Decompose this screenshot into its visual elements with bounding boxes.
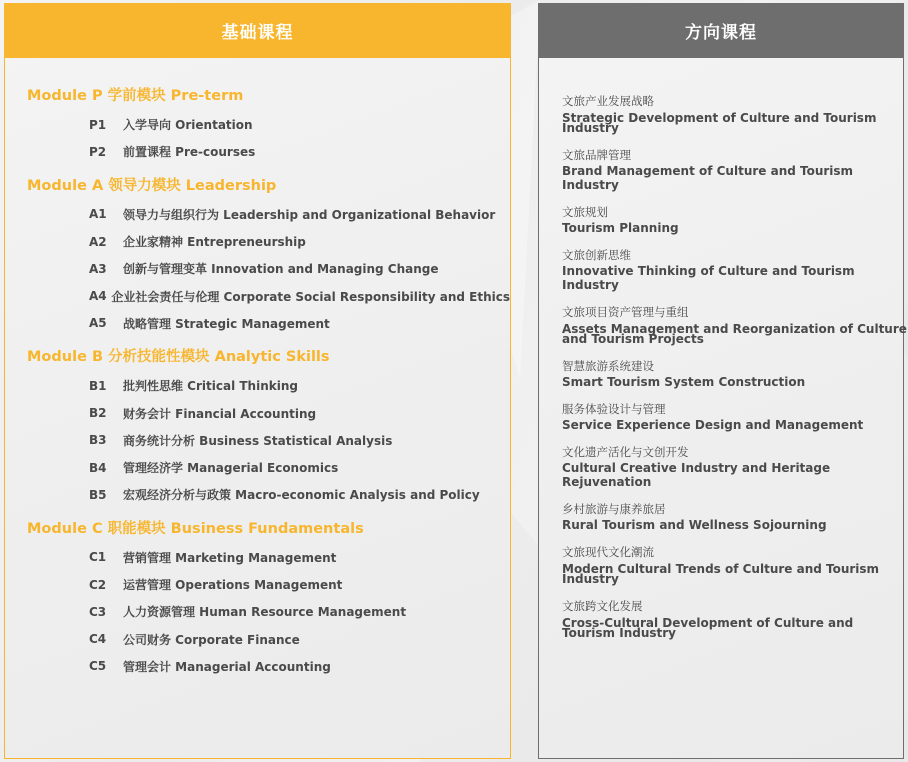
track-item: [562, 501, 903, 534]
track-name-en: Strategic Development of Culture and Tourism Industry: [562, 111, 877, 135]
course-code: A5: [89, 316, 107, 331]
course-code: B1: [89, 378, 107, 393]
track-name-en: Service Experience Design and Management: [562, 418, 864, 432]
course-name: 创新与管理变革 Innovation and Managing Change: [123, 262, 439, 277]
course-item: [27, 372, 510, 399]
track-item: [562, 147, 903, 194]
course-code: C1: [89, 550, 107, 565]
course-list: [27, 201, 510, 337]
track-name-en: Modern Cultural Trends of Culture and Tourism Industry: [562, 562, 880, 586]
course-name: 宏观经济分析与政策 Macro-economic Analysis and Policy: [123, 488, 480, 503]
course-code: B5: [89, 487, 107, 502]
course-code: C2: [89, 577, 107, 592]
module-title: Module B 分析技能性模块 Analytic Skills: [27, 349, 330, 366]
module-list: [5, 58, 510, 680]
course-code: P1: [89, 117, 107, 132]
module-b: [27, 347, 510, 508]
track-item: [562, 358, 903, 391]
basic-courses-title: 基础课程: [221, 23, 294, 43]
course-name: 企业社会责任与伦理 Corporate Social Responsibility and Ethics: [111, 289, 510, 304]
basic-courses-header: [4, 3, 511, 58]
track-name-en: Assets Management and Reorganization of Culture and Tourism Projects: [562, 322, 907, 346]
track-name-en: Cross-Cultural Development of Culture and Tourism Industry: [562, 616, 854, 640]
course-name: 财务会计 Financial Accounting: [123, 406, 317, 421]
track-name-zh: 服务体验设计与管理: [562, 402, 666, 416]
course-item: [27, 399, 510, 426]
track-name-zh: 文旅规划: [562, 205, 608, 219]
course-name: 领导力与组织行为 Leadership and Organizational Behavior: [123, 207, 496, 222]
track-name-zh: 文旅跨文化发展: [562, 599, 643, 613]
track-name-zh: 文旅品牌管理: [562, 148, 631, 162]
track-name-zh: 文旅项目资产管理与重组: [562, 305, 689, 319]
course-item: [27, 201, 510, 228]
course-list: [27, 544, 510, 680]
track-name-en: Tourism Planning: [562, 221, 679, 235]
course-code: B2: [89, 406, 107, 421]
course-code: B4: [89, 460, 107, 475]
course-item: [27, 138, 510, 165]
track-name-zh: 文化遗产活化与文创开发: [562, 445, 689, 459]
course-name: 管理经济学 Managerial Economics: [123, 461, 339, 476]
track-name-en: Brand Management of Culture and Tourism Industry: [562, 164, 854, 192]
direction-courses-title: 方向课程: [685, 23, 757, 43]
course-name: 前置课程 Pre-courses: [123, 145, 256, 160]
course-name: 管理会计 Managerial Accounting: [123, 659, 331, 674]
basic-courses-panel: [4, 3, 511, 759]
course-item: [27, 481, 510, 508]
track-name-zh: 文旅创新思维: [562, 248, 631, 262]
track-name-zh: 文旅现代文化潮流: [562, 545, 654, 559]
track-item: [562, 93, 903, 137]
course-item: [27, 282, 510, 309]
course-code: A1: [89, 207, 107, 222]
module-title: Module C 职能模块 Business Fundamentals: [27, 520, 364, 537]
course-item: [27, 571, 510, 598]
course-code: P2: [89, 144, 107, 159]
module-a: [27, 176, 510, 337]
course-code: C4: [89, 632, 107, 647]
track-item: [562, 247, 903, 294]
course-name: 入学导向 Orientation: [123, 118, 253, 133]
course-code: A4: [89, 289, 107, 304]
track-name-zh: 文旅产业发展战略: [562, 94, 654, 108]
course-name: 营销管理 Marketing Management: [123, 550, 337, 565]
course-code: C3: [89, 604, 107, 619]
course-item: [27, 544, 510, 571]
course-name: 人力资源管理 Human Resource Management: [123, 605, 407, 620]
course-list: [27, 111, 510, 166]
track-item: [562, 598, 903, 642]
track-list: [539, 58, 907, 642]
track-name-en: Cultural Creative Industry and Heritage Rejuvenation: [562, 461, 831, 489]
module-p: [27, 86, 510, 166]
track-name-en: Innovative Thinking of Culture and Tourism Industry: [562, 264, 855, 292]
track-name-zh: 乡村旅游与康养旅居: [562, 502, 666, 516]
course-name: 批判性思维 Critical Thinking: [123, 379, 298, 394]
track-item: [562, 444, 903, 491]
course-name: 运营管理 Operations Management: [123, 578, 343, 592]
course-item: [27, 228, 510, 255]
course-item: [27, 310, 510, 337]
course-name: 企业家精神 Entrepreneurship: [123, 235, 306, 250]
course-item: [27, 111, 510, 138]
direction-courses-panel: [538, 3, 907, 759]
course-item: [27, 255, 510, 282]
course-name: 战略管理 Strategic Management: [123, 316, 330, 331]
course-list: [27, 372, 510, 508]
course-code: B3: [89, 433, 107, 448]
track-name-en: Rural Tourism and Wellness Sojourning: [562, 518, 827, 532]
track-item: [562, 401, 903, 434]
course-code: A2: [89, 234, 107, 249]
track-item: [562, 544, 903, 588]
track-name-en: Smart Tourism System Construction: [562, 375, 806, 389]
track-name-zh: 智慧旅游系统建设: [562, 359, 654, 373]
course-item: [27, 653, 510, 680]
course-item: [27, 625, 510, 652]
course-item: [27, 454, 510, 481]
course-name: 商务统计分析 Business Statistical Analysis: [123, 433, 393, 448]
course-item: [27, 598, 510, 625]
direction-courses-header: [538, 3, 904, 58]
track-item: [562, 304, 907, 348]
course-code: A3: [89, 261, 107, 276]
course-code: C5: [89, 659, 107, 674]
module-title: Module A 领导力模块 Leadership: [27, 177, 277, 194]
module-c: [27, 519, 510, 680]
module-title: Module P 学前模块 Pre-term: [27, 88, 244, 104]
track-item: [562, 204, 903, 237]
course-item: [27, 427, 510, 454]
course-name: 公司财务 Corporate Finance: [123, 632, 300, 647]
